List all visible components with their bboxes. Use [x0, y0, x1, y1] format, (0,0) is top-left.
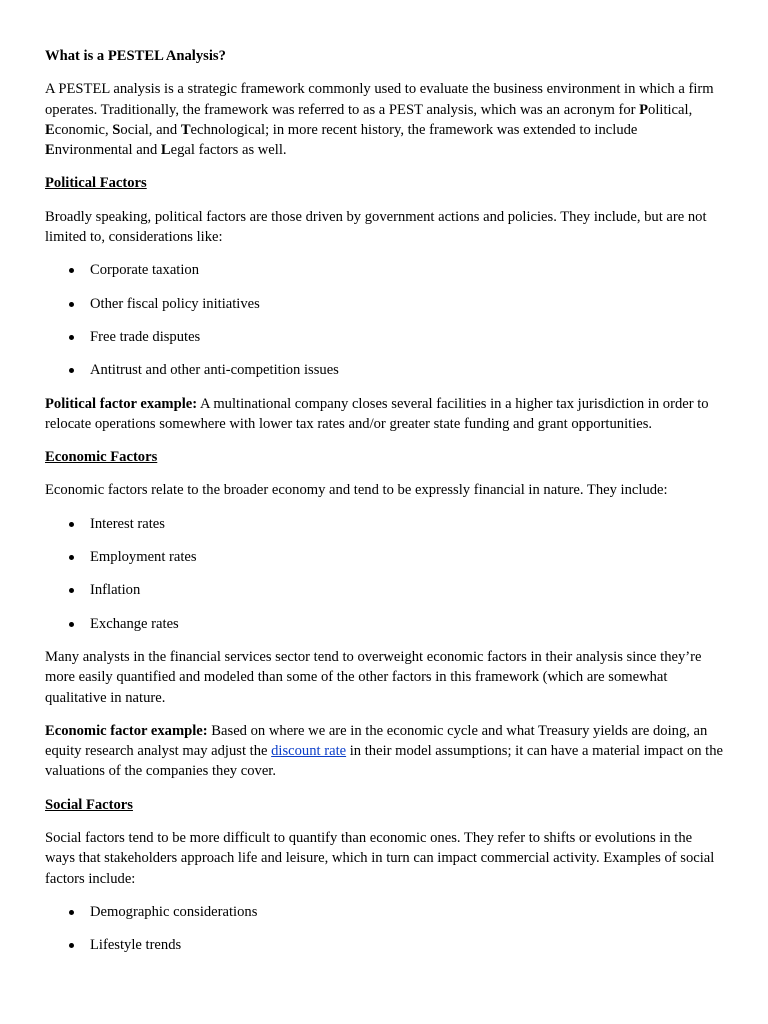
intro-letter-l: L	[160, 142, 171, 159]
intro-letter-t: T	[180, 121, 191, 138]
list-item: Other fiscal policy initiatives	[45, 294, 724, 314]
social-intro: Social factors tend to be more difficult to quantify than economic ones. They refer to shifts or evolutions in the ways that stakeholders approach life and leisure, which in turn can impact commercial activity. Examples of social factors include:	[45, 830, 715, 887]
list-item: Corporate taxation	[45, 260, 724, 280]
list-item: Exchange rates	[45, 614, 724, 634]
intro-letter-e2: E	[45, 142, 55, 159]
economic-list	[45, 514, 724, 634]
list-item: Interest rates	[45, 514, 724, 534]
list-item: Inflation	[45, 580, 724, 600]
list-item: Lifestyle trends	[45, 935, 724, 955]
political-example	[45, 394, 724, 435]
intro-text: ocial, and	[120, 121, 181, 138]
intro-text: conomic,	[54, 121, 113, 138]
intro-letter-e: E	[45, 121, 55, 138]
intro-text: egal factors as well.	[170, 142, 287, 159]
list-item: Demographic considerations	[45, 902, 724, 922]
economic-heading: Economic Factors	[45, 449, 158, 466]
list-item: Employment rates	[45, 547, 724, 567]
economic-example	[45, 721, 724, 782]
political-intro: Broadly speaking, political factors are those driven by government actions and policies. They include, but are not limited to, considerations like:	[45, 208, 707, 246]
discount-rate-link[interactable]: discount rate	[271, 743, 347, 760]
economic-example-text: Based on where we are in the economic cycle and what Treasury yields are doing, an equity research analyst may adjust the	[45, 722, 708, 760]
document-title: What is a PESTEL Analysis?	[45, 48, 226, 64]
economic-note: Many analysts in the financial services sector tend to overweight economic factors in their analysis since they’re more easily quantified and modeled than some of the other factors in this framework (which are somewhat qualitative in nature.	[45, 648, 702, 706]
political-list	[45, 260, 724, 380]
intro-text: echnological; in more recent history, the framework was extended to include	[190, 121, 638, 138]
intro-letter-p: P	[639, 101, 649, 118]
political-heading: Political Factors	[45, 175, 147, 192]
intro-letter-s: S	[112, 121, 121, 138]
political-example-label: Political factor example:	[45, 395, 198, 412]
social-list	[45, 902, 724, 956]
intro-paragraph	[45, 79, 724, 160]
list-item: Free trade disputes	[45, 327, 724, 347]
intro-text: olitical,	[648, 101, 693, 118]
intro-text: A PESTEL analysis is a strategic framework commonly used to evaluate the business environment in which a firm operates. Traditionally, the framework was referred to as a PEST analysis, which was an acronym for	[45, 81, 714, 118]
social-heading: Social Factors	[45, 796, 133, 813]
political-example-text: A multinational company closes several facilities in a higher tax jurisdiction in order to relocate operations somewhere with lower tax rates and/or greater state funding and grant opportunities.	[45, 395, 709, 432]
economic-example-label: Economic factor example:	[45, 722, 208, 739]
intro-text: nvironmental and	[54, 142, 161, 159]
list-item: Antitrust and other anti-competition issues	[45, 360, 724, 380]
economic-intro: Economic factors relate to the broader economy and tend to be expressly financial in nature. They include:	[45, 482, 668, 499]
economic-example-text: in their model assumptions; it can have a material impact on the valuations of the companies they cover.	[45, 743, 724, 780]
